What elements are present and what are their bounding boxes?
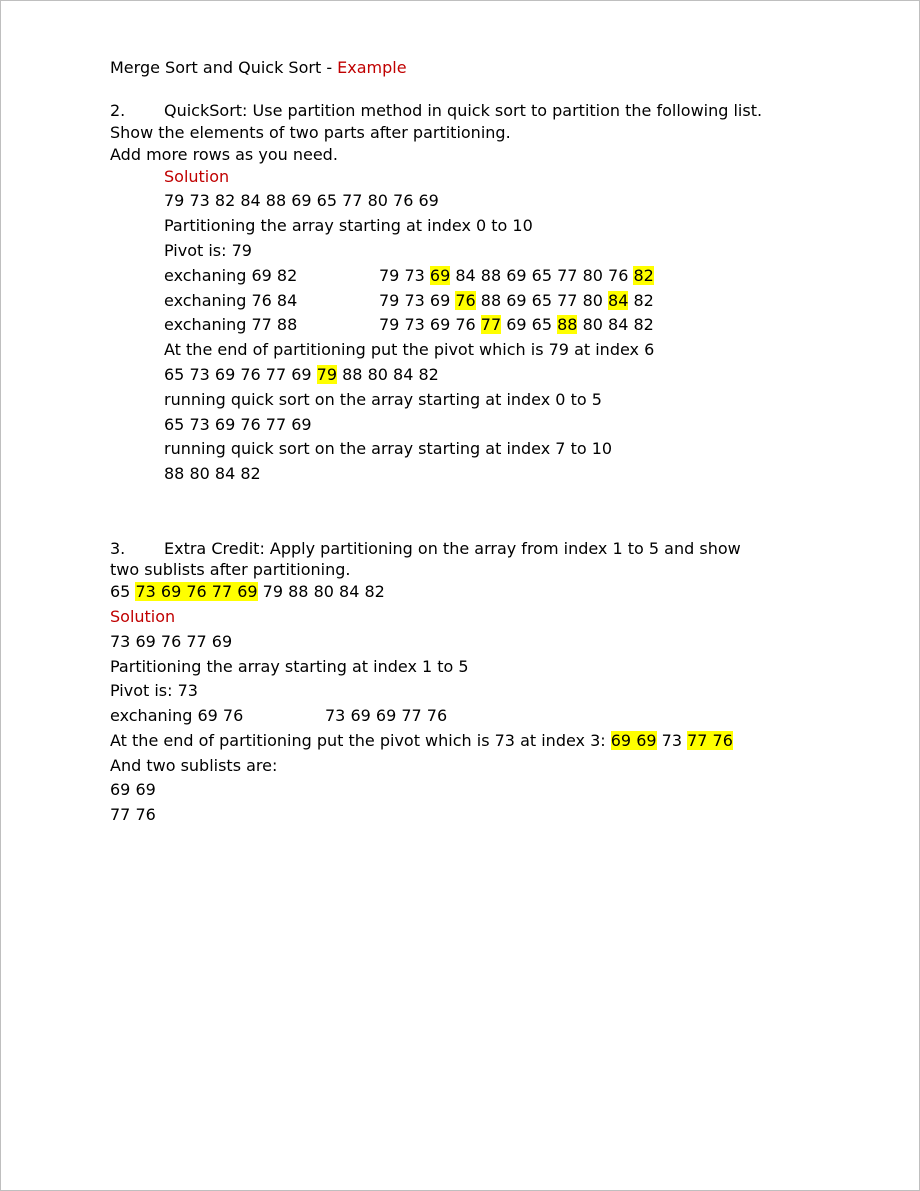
range-highlight: 73 69 76 77 69 [135, 582, 258, 601]
pivot-highlight: 79 [316, 365, 338, 384]
q3-exchange-label: exchaning 69 76 [110, 706, 244, 725]
q3-solution-label: Solution [110, 607, 176, 626]
document-title [110, 58, 407, 78]
q3-number: 3. [110, 539, 126, 558]
sublist-highlight: 77 76 [687, 731, 733, 750]
q2-exchange-result: 79 73 69 84 88 69 65 77 80 76 82 [379, 266, 654, 285]
q2-array: 79 73 82 84 88 69 65 77 80 76 69 [164, 191, 439, 210]
q2-exchange-result: 79 73 69 76 88 69 65 77 80 84 82 [379, 291, 654, 310]
q2-partition-range: Partitioning the array starting at index 0 to 10 [164, 216, 533, 235]
q3-partition-range: Partitioning the array starting at index 1 to 5 [110, 657, 469, 676]
swap-highlight: 84 [608, 291, 629, 310]
swap-highlight: 69 [429, 266, 451, 285]
q2-run2: running quick sort on the array starting at index 7 to 10 [164, 439, 613, 458]
swap-highlight: 88 [557, 315, 578, 334]
q3-sublist-2: 77 76 [110, 805, 156, 824]
title-text: Merge Sort and Quick Sort - [110, 58, 338, 77]
q3-exchange-result: 73 69 69 77 76 [325, 706, 448, 725]
q2-exchange-result: 79 73 69 76 77 69 65 88 80 84 82 [379, 315, 654, 334]
q3-text-line2: two sublists after partitioning. [110, 560, 351, 579]
q2-solution-label: Solution [164, 167, 230, 186]
q3-text-line1: Extra Credit: Apply partitioning on the array from index 1 to 5 and show [164, 539, 741, 558]
q3-sublists-label: And two sublists are: [110, 756, 278, 775]
q2-text-line2: Show the elements of two parts after partitioning. [110, 123, 511, 142]
q3-pivot: Pivot is: 73 [110, 681, 198, 700]
q2-run1-array: 65 73 69 76 77 69 [164, 415, 312, 434]
q2-run1: running quick sort on the array starting at index 0 to 5 [164, 390, 602, 409]
q3-sublist-1: 69 69 [110, 780, 156, 799]
q2-pivot: Pivot is: 79 [164, 241, 252, 260]
q2-number: 2. [110, 101, 126, 120]
sublist-highlight: 69 69 [610, 731, 657, 750]
q2-exchange-label: exchaning 76 84 [164, 291, 298, 310]
swap-highlight: 77 [480, 315, 502, 334]
swap-highlight: 76 [455, 291, 476, 310]
q2-text-line1: QuickSort: Use partition method in quick sort to partition the following list. [164, 101, 763, 120]
title-example-tag: Example [337, 58, 407, 77]
q2-exchange-label: exchaning 69 82 [164, 266, 298, 285]
q2-exchange-label: exchaning 77 88 [164, 315, 298, 334]
q2-end-text: At the end of partitioning put the pivot which is 79 at index 6 [164, 340, 655, 359]
swap-highlight: 82 [633, 266, 654, 285]
q3-end-text: At the end of partitioning put the pivot which is 73 at index 3: 69 69 73 77 76 [110, 731, 733, 750]
q3-sub-array: 73 69 76 77 69 [110, 632, 233, 651]
q2-result-array: 65 73 69 76 77 69 79 88 80 84 82 [164, 365, 439, 384]
q2-text-line3: Add more rows as you need. [110, 145, 338, 164]
q2-run2-array: 88 80 84 82 [164, 464, 261, 483]
q3-array: 65 73 69 76 77 69 79 88 80 84 82 [110, 582, 385, 601]
